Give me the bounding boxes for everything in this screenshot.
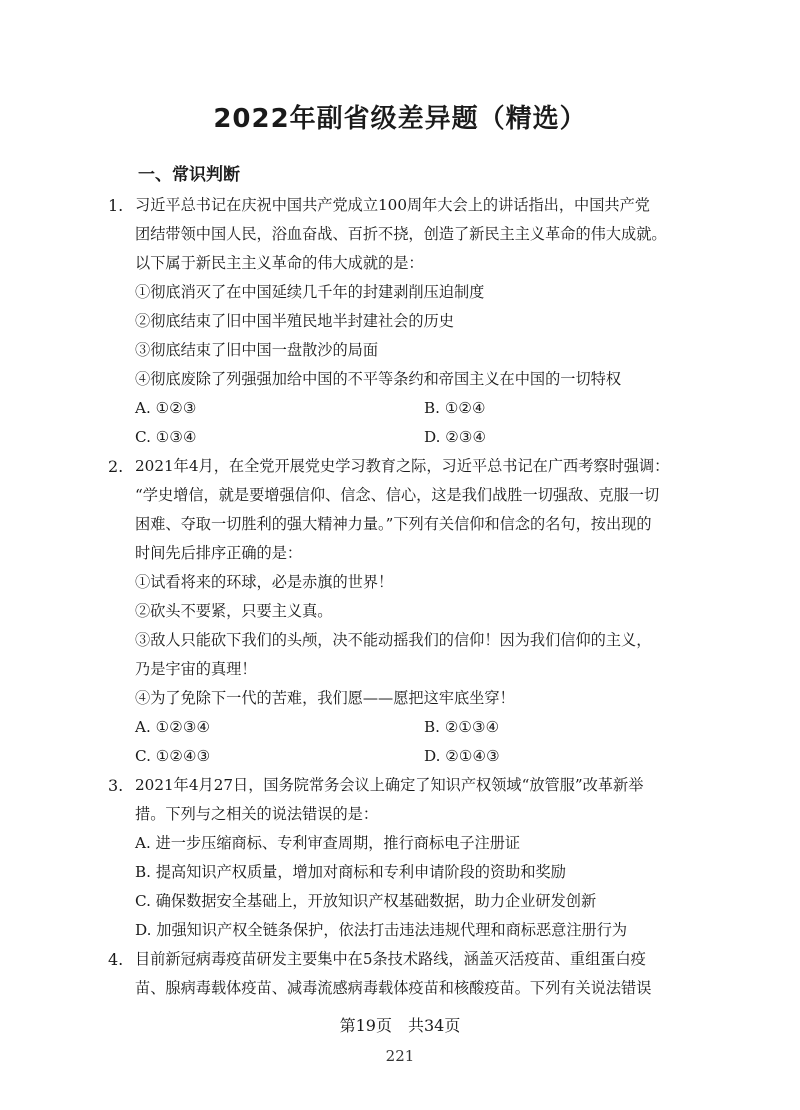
option-d: D. ②③④ bbox=[424, 428, 487, 446]
statement-item: ①试看将来的环球，必是赤旗的世界！ bbox=[135, 573, 394, 591]
statement-item: ④为了免除下一代的苦难，我们愿——愿把这牢底坐穿！ bbox=[135, 689, 515, 707]
option-c: C. ①②④③ bbox=[135, 747, 211, 765]
option-d: D. ②①④③ bbox=[424, 747, 500, 765]
option-b: B. ①②④ bbox=[424, 399, 486, 417]
question-text: 困难、夺取一切胜利的强大精神力量。”下列有关信仰和信念的名句，按出现的 bbox=[135, 515, 652, 533]
question-text: 2021年4月，在全党开展党史学习教育之际，习近平总书记在广西考察时强调： bbox=[135, 457, 670, 475]
statement-item: ②砍头不要紧，只要主义真。 bbox=[135, 602, 333, 620]
option-b: B. 提高知识产权质量，增加对商标和专利申请阶段的资助和奖励 bbox=[135, 863, 566, 881]
question-text: 措。下列与之相关的说法错误的是： bbox=[135, 805, 378, 823]
option-a: A. ①②③ bbox=[135, 399, 197, 417]
section-heading: 一、常识判断 bbox=[138, 165, 240, 185]
question-text: 2021年4月27日，国务院常务会议上确定了知识产权领域“放管服”改革新举 bbox=[135, 776, 644, 794]
statement-item: ③敌人只能砍下我们的头颅，决不能动摇我们的信仰！因为我们信仰的主义， bbox=[135, 631, 652, 649]
question-number: 4. bbox=[108, 950, 124, 969]
statement-item: ④彻底废除了列强强加给中国的不平等条约和帝国主义在中国的一切特权 bbox=[135, 370, 621, 388]
option-a: A. 进一步压缩商标、专利审查周期，推行商标电子注册证 bbox=[135, 834, 521, 852]
question-text: 团结带领中国人民，浴血奋战、百折不挠，创造了新民主主义革命的伟大成就。 bbox=[135, 225, 667, 243]
question-text: 时间先后排序正确的是： bbox=[135, 544, 303, 562]
question-text: “学史增信，就是要增强信仰、信念、信心，这是我们战胜一切强敌、克服一切 bbox=[135, 486, 660, 504]
question-text: 习近平总书记在庆祝中国共产党成立100周年大会上的讲话指出，中国共产党 bbox=[135, 196, 650, 214]
statement-item: ①彻底消灭了在中国延续几千年的封建剥削压迫制度 bbox=[135, 283, 485, 301]
option-a: A. ①②③④ bbox=[135, 718, 211, 736]
statement-item: ③彻底结束了旧中国一盘散沙的局面 bbox=[135, 341, 378, 359]
page-number: 221 bbox=[385, 1047, 415, 1065]
question-number: 1. bbox=[108, 196, 124, 215]
question-text: 目前新冠病毒疫苗研发主要集中在5条技术路线，涵盖灭活疫苗、重组蛋白疫 bbox=[135, 950, 646, 968]
question-text: 苗、腺病毒载体疫苗、减毒流感病毒载体疫苗和核酸疫苗。下列有关说法错误 bbox=[135, 979, 652, 997]
statement-item: 乃是宇宙的真理！ bbox=[135, 660, 257, 678]
statement-item: ②彻底结束了旧中国半殖民地半封建社会的历史 bbox=[135, 312, 454, 330]
question-number: 3. bbox=[108, 776, 124, 795]
page-footer: 第19页 共34页 bbox=[339, 1016, 461, 1035]
option-d: D. 加强知识产权全链条保护，依法打击违法违规代理和商标恶意注册行为 bbox=[135, 921, 628, 939]
option-c: C. ①③④ bbox=[135, 428, 197, 446]
option-c: C. 确保数据安全基础上，开放知识产权基础数据，助力企业研发创新 bbox=[135, 892, 597, 910]
question-number: 2. bbox=[108, 457, 124, 476]
question-text: 以下属于新民主主义革命的伟大成就的是： bbox=[135, 254, 424, 272]
option-b: B. ②①③④ bbox=[424, 718, 500, 736]
page-title: 2022年副省级差异题（精选） bbox=[213, 104, 587, 134]
